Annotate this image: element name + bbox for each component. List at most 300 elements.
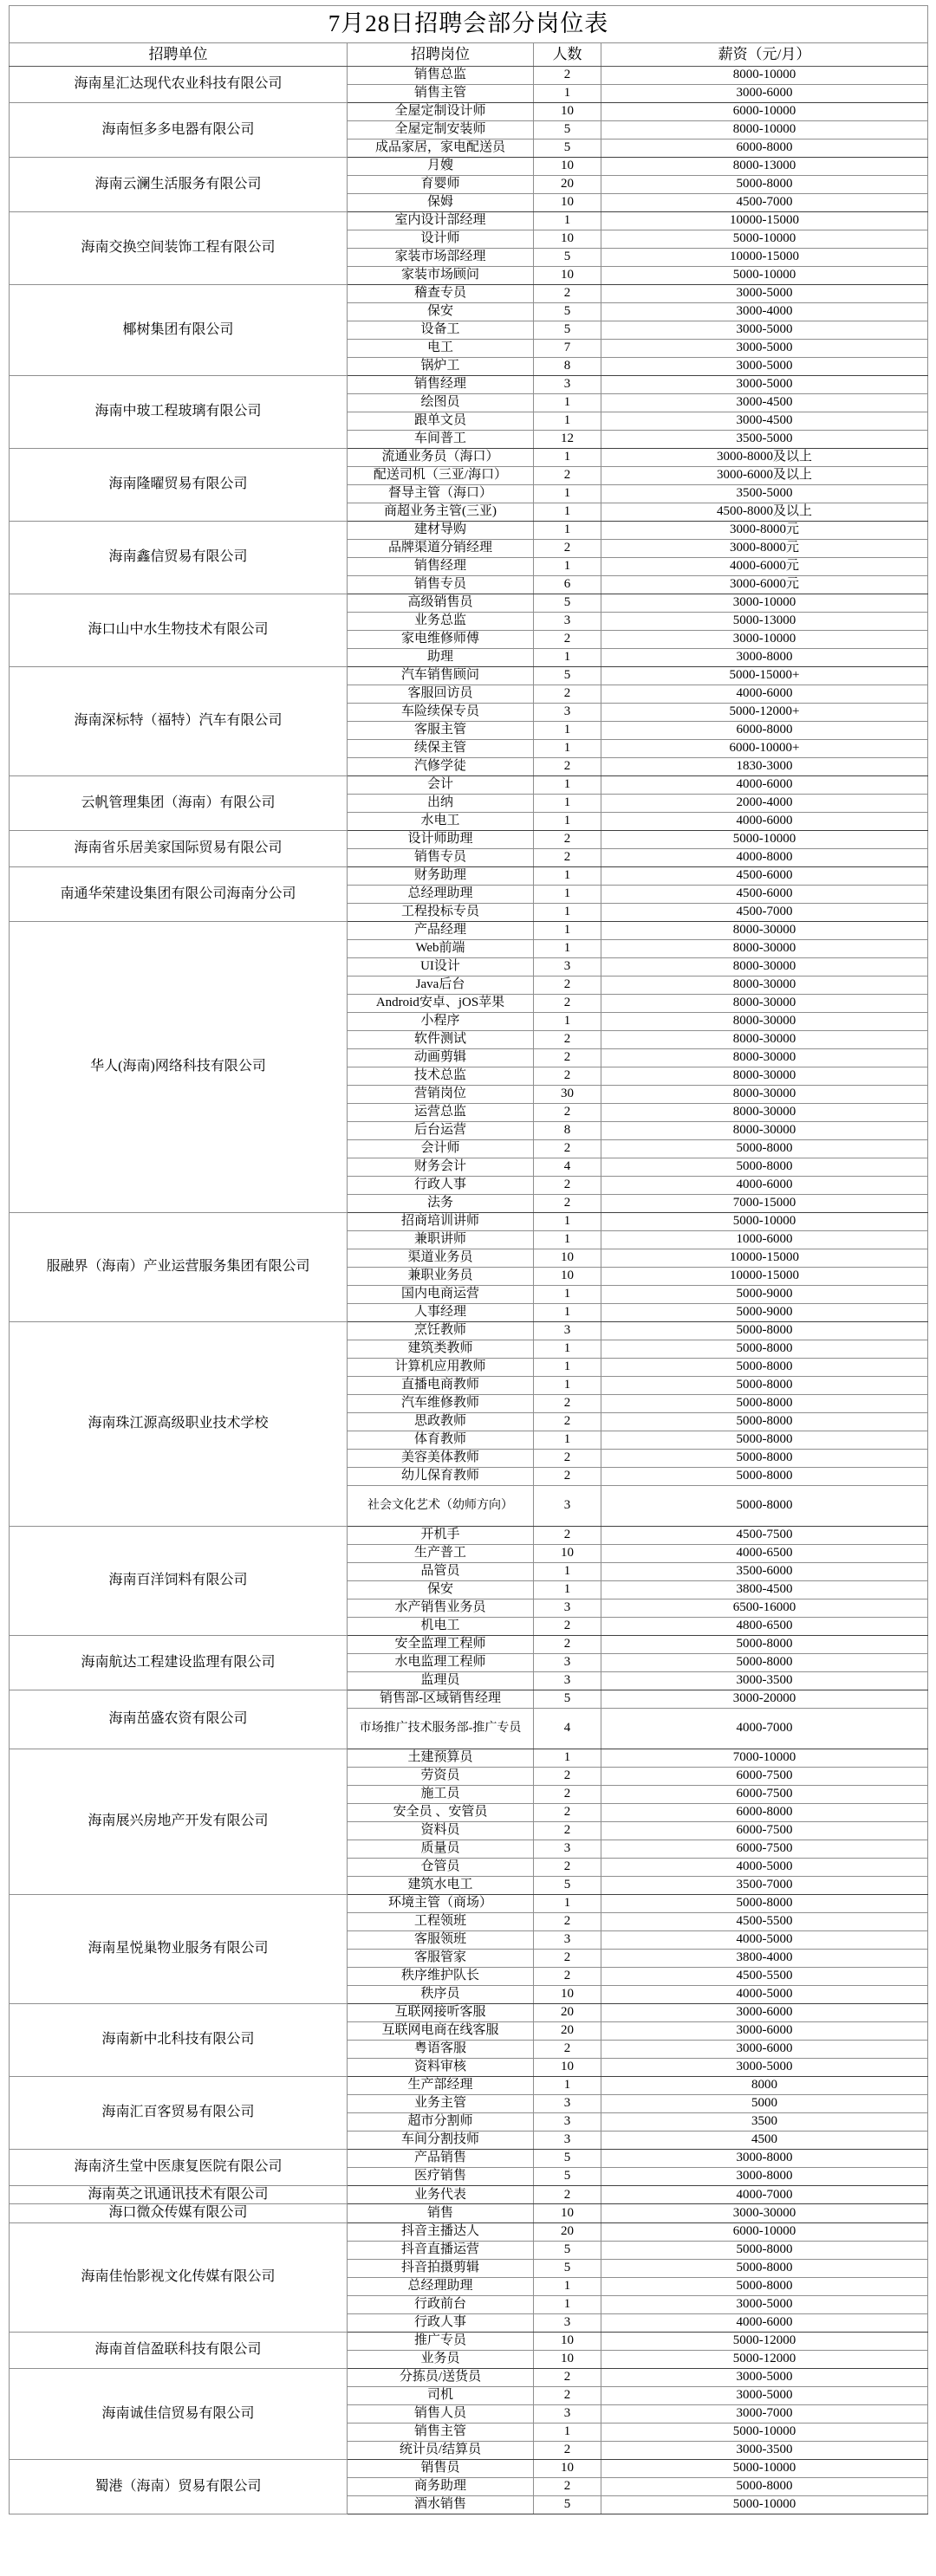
position-cell: 后台运营 (348, 1122, 534, 1140)
column-header-count: 人数 (534, 43, 601, 67)
headcount-cell: 3 (534, 704, 601, 722)
company-name-cell: 海南航达工程建设监理有限公司 (10, 1636, 348, 1690)
headcount-cell: 1 (534, 722, 601, 740)
position-cell: 出纳 (348, 795, 534, 813)
salary-cell: 1000-6000 (601, 1231, 928, 1249)
column-header-position: 招聘岗位 (348, 43, 534, 67)
position-cell: 互联网电商在线客服 (348, 2022, 534, 2041)
position-cell: 动画剪辑 (348, 1049, 534, 1067)
position-cell: Android安卓、jOS苹果 (348, 995, 534, 1013)
company-name-cell: 海南隆曜贸易有限公司 (10, 449, 348, 522)
salary-cell: 8000-30000 (601, 977, 928, 995)
position-cell: 会计师 (348, 1140, 534, 1158)
position-cell: 锅炉工 (348, 358, 534, 376)
headcount-cell: 2 (534, 1636, 601, 1654)
salary-cell: 3000-4500 (601, 394, 928, 412)
headcount-cell: 2 (534, 1450, 601, 1468)
headcount-cell: 20 (534, 2222, 601, 2241)
headcount-cell: 10 (534, 103, 601, 121)
salary-cell: 4000-6000 (601, 776, 928, 795)
salary-cell: 3000-8000元 (601, 540, 928, 558)
table-row (10, 1322, 928, 1340)
headcount-cell: 1 (534, 740, 601, 758)
position-cell: 家电维修师傅 (348, 631, 534, 649)
headcount-cell: 1 (534, 2277, 601, 2295)
salary-cell: 4000-6000 (601, 813, 928, 831)
headcount-cell: 10 (534, 267, 601, 285)
position-cell: 保安 (348, 303, 534, 321)
headcount-cell: 2 (534, 758, 601, 776)
salary-cell: 5000-8000 (601, 1450, 928, 1468)
headcount-cell: 2 (534, 1913, 601, 1931)
headcount-cell: 1 (534, 1231, 601, 1249)
position-cell: 计算机应用教师 (348, 1359, 534, 1377)
salary-cell: 3000-5000 (601, 2368, 928, 2386)
position-cell: 家装市场顾问 (348, 267, 534, 285)
salary-cell: 8000-30000 (601, 1013, 928, 1031)
headcount-cell: 2 (534, 1195, 601, 1213)
position-cell: 续保主管 (348, 740, 534, 758)
company-name-cell: 海南中玻工程玻璃有限公司 (10, 376, 348, 449)
salary-cell: 8000-30000 (601, 1049, 928, 1067)
position-cell: 市场推广技术服务部-推广专员 (348, 1709, 534, 1749)
position-cell: 国内电商运营 (348, 1286, 534, 1304)
salary-cell: 4000-6000元 (601, 558, 928, 576)
company-name-cell: 海南展兴房地产开发有限公司 (10, 1749, 348, 1895)
salary-cell: 4000-6000 (601, 1177, 928, 1195)
salary-cell: 5000-8000 (601, 1395, 928, 1413)
position-cell: 行政前台 (348, 2295, 534, 2313)
position-cell: 营销岗位 (348, 1086, 534, 1104)
headcount-cell: 6 (534, 576, 601, 594)
salary-cell: 10000-15000 (601, 249, 928, 267)
position-cell: 粤语客服 (348, 2041, 534, 2059)
salary-cell: 3000-7000 (601, 2404, 928, 2423)
position-cell: 销售专员 (348, 576, 534, 594)
headcount-cell: 1 (534, 1581, 601, 1599)
position-cell: 流通业务员（海口） (348, 449, 534, 467)
headcount-cell: 1 (534, 795, 601, 813)
position-cell: 分拣员/送货员 (348, 2368, 534, 2386)
position-cell: 抖音直播运营 (348, 2241, 534, 2259)
position-cell: 直播电商教师 (348, 1377, 534, 1395)
salary-cell: 4000-8000 (601, 849, 928, 867)
position-cell: 助理 (348, 649, 534, 667)
position-cell: 劳资员 (348, 1768, 534, 1786)
headcount-cell: 3 (534, 2132, 601, 2150)
headcount-cell: 3 (534, 1672, 601, 1690)
salary-cell: 3000-3500 (601, 2441, 928, 2459)
position-cell: 生产部经理 (348, 2077, 534, 2095)
salary-cell: 5000-9000 (601, 1286, 928, 1304)
table-row (10, 1690, 928, 1709)
salary-cell: 3000-3500 (601, 1672, 928, 1690)
position-cell: 建材导购 (348, 522, 534, 540)
salary-cell: 5000-8000 (601, 1636, 928, 1654)
headcount-cell: 8 (534, 1122, 601, 1140)
table-row (10, 158, 928, 176)
headcount-cell: 1 (534, 412, 601, 431)
position-cell: 行政人事 (348, 1177, 534, 1195)
position-cell: 全屋定制设计师 (348, 103, 534, 121)
position-cell: 幼儿保育教师 (348, 1468, 534, 1486)
salary-cell: 8000-30000 (601, 1104, 928, 1122)
title-row (10, 6, 928, 43)
headcount-cell: 1 (534, 904, 601, 922)
headcount-cell: 1 (534, 2423, 601, 2441)
headcount-cell: 10 (534, 1249, 601, 1268)
column-header-salary: 薪资（元/月） (601, 43, 928, 67)
position-cell: 小程序 (348, 1013, 534, 1031)
headcount-cell: 2 (534, 1049, 601, 1067)
position-cell: 业务总监 (348, 613, 534, 631)
position-cell: 酒水销售 (348, 2495, 534, 2514)
position-cell: 烹饪教师 (348, 1322, 534, 1340)
company-name-cell: 服融界（海南）产业运营服务集团有限公司 (10, 1213, 348, 1322)
table-row (10, 2204, 928, 2222)
position-cell: Web前端 (348, 940, 534, 958)
salary-cell: 4500-5500 (601, 1968, 928, 1986)
salary-cell: 8000-30000 (601, 995, 928, 1013)
salary-cell: 5000-9000 (601, 1304, 928, 1322)
salary-cell: 4000-6000 (601, 2313, 928, 2332)
table-row (10, 212, 928, 230)
salary-cell: 3000-8000 (601, 2150, 928, 2168)
salary-cell: 6000-10000 (601, 103, 928, 121)
table-row (10, 594, 928, 613)
salary-cell: 3800-4500 (601, 1581, 928, 1599)
headcount-cell: 10 (534, 230, 601, 249)
salary-cell: 6000-7500 (601, 1768, 928, 1786)
salary-cell: 10000-15000 (601, 212, 928, 230)
headcount-cell: 10 (534, 158, 601, 176)
headcount-cell: 20 (534, 2022, 601, 2041)
headcount-cell: 5 (534, 2150, 601, 2168)
position-cell: 抖音主播达人 (348, 2222, 534, 2241)
position-cell: 商超业务主管(三亚) (348, 503, 534, 522)
headcount-cell: 3 (534, 2095, 601, 2113)
salary-cell: 5000-8000 (601, 2241, 928, 2259)
headcount-cell: 5 (534, 1690, 601, 1709)
company-name-cell: 海南新中北科技有限公司 (10, 2004, 348, 2077)
position-cell: 生产普工 (348, 1545, 534, 1563)
salary-cell: 4500-7000 (601, 194, 928, 212)
headcount-cell: 2 (534, 995, 601, 1013)
position-cell: 水电工 (348, 813, 534, 831)
position-cell: 车间普工 (348, 431, 534, 449)
salary-cell: 3000-5000 (601, 321, 928, 340)
table-row (10, 1895, 928, 1913)
headcount-cell: 1 (534, 922, 601, 940)
position-cell: 销售主管 (348, 2423, 534, 2441)
salary-cell: 3000-8000 (601, 649, 928, 667)
headcount-cell: 1 (534, 1563, 601, 1581)
salary-cell: 3000-4000 (601, 303, 928, 321)
position-cell: 仓管员 (348, 1859, 534, 1877)
company-name-cell: 海南珠江源高级职业技术学校 (10, 1322, 348, 1527)
salary-cell: 7000-10000 (601, 1749, 928, 1768)
headcount-cell: 1 (534, 1213, 601, 1231)
headcount-cell: 2 (534, 1822, 601, 1840)
headcount-cell: 3 (534, 1322, 601, 1340)
salary-cell: 4000-5000 (601, 1931, 928, 1950)
table-row (10, 376, 928, 394)
headcount-cell: 10 (534, 2350, 601, 2368)
salary-cell: 8000-13000 (601, 158, 928, 176)
salary-cell: 5000-8000 (601, 1359, 928, 1377)
salary-cell: 8000-30000 (601, 940, 928, 958)
salary-cell: 3000-6000 (601, 85, 928, 103)
salary-cell: 5000-8000 (601, 1468, 928, 1486)
table-row (10, 667, 928, 685)
headcount-cell: 5 (534, 140, 601, 158)
headcount-cell: 1 (534, 485, 601, 503)
position-cell: 室内设计部经理 (348, 212, 534, 230)
position-cell: 施工员 (348, 1786, 534, 1804)
company-name-cell: 海口微众传媒有限公司 (10, 2204, 348, 2222)
company-name-cell: 海南济生堂中医康复医院有限公司 (10, 2150, 348, 2186)
table-row (10, 867, 928, 886)
headcount-cell: 10 (534, 1268, 601, 1286)
position-cell: 人事经理 (348, 1304, 534, 1322)
position-cell: 总经理助理 (348, 886, 534, 904)
position-cell: 销售专员 (348, 849, 534, 867)
company-name-cell: 海南百洋饲料有限公司 (10, 1527, 348, 1636)
salary-cell: 5000-10000 (601, 1213, 928, 1231)
salary-cell: 5000-8000 (601, 1340, 928, 1359)
salary-cell: 4800-6500 (601, 1618, 928, 1636)
position-cell: 销售总监 (348, 67, 534, 85)
headcount-cell: 1 (534, 1304, 601, 1322)
salary-cell: 6500-16000 (601, 1599, 928, 1618)
headcount-cell: 30 (534, 1086, 601, 1104)
company-name-cell: 海南交换空间装饰工程有限公司 (10, 212, 348, 285)
salary-cell: 3000-4500 (601, 412, 928, 431)
headcount-cell: 1 (534, 1749, 601, 1768)
position-cell: 互联网接听客服 (348, 2004, 534, 2022)
headcount-cell: 1 (534, 394, 601, 412)
position-cell: 建筑水电工 (348, 1877, 534, 1895)
headcount-cell: 1 (534, 1013, 601, 1031)
company-name-cell: 海南深标特（福特）汽车有限公司 (10, 667, 348, 776)
salary-cell: 3000-6000及以上 (601, 467, 928, 485)
position-cell: 抖音拍摄剪辑 (348, 2259, 534, 2277)
headcount-cell: 1 (534, 1377, 601, 1395)
salary-cell: 4500 (601, 2132, 928, 2150)
salary-cell: 8000-10000 (601, 67, 928, 85)
salary-cell: 6000-7500 (601, 1822, 928, 1840)
company-name-cell: 海南鑫信贸易有限公司 (10, 522, 348, 594)
headcount-cell: 10 (534, 2332, 601, 2350)
company-name-cell: 海南英之讯通讯技术有限公司 (10, 2186, 348, 2204)
salary-cell: 4500-6000 (601, 886, 928, 904)
company-name-cell: 海南汇百客贸易有限公司 (10, 2077, 348, 2150)
headcount-cell: 2 (534, 1786, 601, 1804)
position-cell: 保姆 (348, 194, 534, 212)
headcount-cell: 2 (534, 2186, 601, 2204)
headcount-cell: 1 (534, 2077, 601, 2095)
headcount-cell: 3 (534, 613, 601, 631)
position-cell: 销售人员 (348, 2404, 534, 2423)
column-header-row (10, 43, 928, 67)
position-cell: 开机手 (348, 1527, 534, 1545)
position-cell: 财务会计 (348, 1158, 534, 1177)
column-header-company: 招聘单位 (10, 43, 348, 67)
position-cell: 体育教师 (348, 1431, 534, 1450)
salary-cell: 5000-8000 (601, 2259, 928, 2277)
headcount-cell: 1 (534, 449, 601, 467)
headcount-cell: 1 (534, 558, 601, 576)
headcount-cell: 1 (534, 1359, 601, 1377)
headcount-cell: 2 (534, 1395, 601, 1413)
salary-cell: 3000-5000 (601, 285, 928, 303)
position-cell: 客服主管 (348, 722, 534, 740)
position-cell: 水产销售业务员 (348, 1599, 534, 1618)
salary-cell: 5000-10000 (601, 2459, 928, 2477)
headcount-cell: 10 (534, 2459, 601, 2477)
headcount-cell: 1 (534, 1340, 601, 1359)
headcount-cell: 1 (534, 1895, 601, 1913)
headcount-cell: 3 (534, 2113, 601, 2132)
position-cell: 汽修学徒 (348, 758, 534, 776)
salary-cell: 3000-5000 (601, 376, 928, 394)
headcount-cell: 2 (534, 1177, 601, 1195)
headcount-cell: 2 (534, 67, 601, 85)
headcount-cell: 1 (534, 776, 601, 795)
position-cell: 社会文化艺术（幼师方向） (348, 1486, 534, 1527)
position-cell: 质量员 (348, 1840, 534, 1859)
position-cell: 销售部-区域销售经理 (348, 1690, 534, 1709)
headcount-cell: 2 (534, 849, 601, 867)
position-cell: 运营总监 (348, 1104, 534, 1122)
position-cell: 超市分割师 (348, 2113, 534, 2132)
position-cell: 招商培训讲师 (348, 1213, 534, 1231)
position-cell: 法务 (348, 1195, 534, 1213)
salary-cell: 6000-8000 (601, 722, 928, 740)
position-cell: 环境主管（商场） (348, 1895, 534, 1913)
position-cell: 监理员 (348, 1672, 534, 1690)
headcount-cell: 5 (534, 249, 601, 267)
salary-cell: 5000-10000 (601, 831, 928, 849)
salary-cell: 5000-12000+ (601, 704, 928, 722)
headcount-cell: 5 (534, 667, 601, 685)
salary-cell: 5000-8000 (601, 1654, 928, 1672)
table-row (10, 449, 928, 467)
salary-cell: 8000-30000 (601, 958, 928, 977)
salary-cell: 10000-15000 (601, 1249, 928, 1268)
salary-cell: 5000-8000 (601, 176, 928, 194)
headcount-cell: 2 (534, 1950, 601, 1968)
headcount-cell: 5 (534, 303, 601, 321)
table-row (10, 67, 928, 85)
salary-cell: 6000-8000 (601, 1804, 928, 1822)
salary-cell: 7000-15000 (601, 1195, 928, 1213)
position-cell: 土建预算员 (348, 1749, 534, 1768)
headcount-cell: 1 (534, 813, 601, 831)
headcount-cell: 2 (534, 2386, 601, 2404)
table-row (10, 2459, 928, 2477)
headcount-cell: 3 (534, 1486, 601, 1527)
position-cell: 资料审核 (348, 2059, 534, 2077)
headcount-cell: 5 (534, 321, 601, 340)
headcount-cell: 1 (534, 212, 601, 230)
position-cell: 总经理助理 (348, 2277, 534, 2295)
headcount-cell: 5 (534, 1877, 601, 1895)
headcount-cell: 3 (534, 2313, 601, 2332)
company-name-cell: 海南星悦巢物业服务有限公司 (10, 1895, 348, 2004)
headcount-cell: 2 (534, 1413, 601, 1431)
table-row (10, 2332, 928, 2350)
company-name-cell: 椰树集团有限公司 (10, 285, 348, 376)
table-body (10, 6, 928, 2514)
salary-cell: 5000-15000+ (601, 667, 928, 685)
salary-cell: 2000-4000 (601, 795, 928, 813)
headcount-cell: 2 (534, 285, 601, 303)
salary-cell: 5000-8000 (601, 1140, 928, 1158)
position-cell: 销售经理 (348, 558, 534, 576)
headcount-cell: 2 (534, 1468, 601, 1486)
company-name-cell: 海南茁盛农资有限公司 (10, 1690, 348, 1749)
position-cell: 销售 (348, 2204, 534, 2222)
salary-cell: 3800-4000 (601, 1950, 928, 1968)
headcount-cell: 5 (534, 2259, 601, 2277)
headcount-cell: 1 (534, 2295, 601, 2313)
salary-cell: 5000-8000 (601, 1895, 928, 1913)
salary-cell: 5000-10000 (601, 2495, 928, 2514)
salary-cell: 5000-8000 (601, 1158, 928, 1177)
headcount-cell: 7 (534, 340, 601, 358)
salary-cell: 3000-6000元 (601, 576, 928, 594)
headcount-cell: 2 (534, 685, 601, 704)
salary-cell: 6000-7500 (601, 1840, 928, 1859)
company-name-cell: 海南省乐居美家国际贸易有限公司 (10, 831, 348, 867)
position-cell: 月嫂 (348, 158, 534, 176)
position-cell: 财务助理 (348, 867, 534, 886)
position-cell: 技术总监 (348, 1067, 534, 1086)
position-cell: UI设计 (348, 958, 534, 977)
headcount-cell: 3 (534, 1654, 601, 1672)
salary-cell: 8000-10000 (601, 121, 928, 140)
salary-cell: 8000 (601, 2077, 928, 2095)
headcount-cell: 1 (534, 940, 601, 958)
headcount-cell: 3 (534, 1599, 601, 1618)
table-row (10, 2004, 928, 2022)
salary-cell: 6000-7500 (601, 1786, 928, 1804)
headcount-cell: 5 (534, 121, 601, 140)
salary-cell: 4000-7000 (601, 2186, 928, 2204)
position-cell: 育婴师 (348, 176, 534, 194)
position-cell: 会计 (348, 776, 534, 795)
position-cell: 软件测试 (348, 1031, 534, 1049)
position-cell: 美容美体教师 (348, 1450, 534, 1468)
salary-cell: 5000-8000 (601, 1322, 928, 1340)
headcount-cell: 2 (534, 1859, 601, 1877)
salary-cell: 4500-5500 (601, 1913, 928, 1931)
salary-cell: 3000-6000 (601, 2004, 928, 2022)
salary-cell: 5000-8000 (601, 1413, 928, 1431)
position-cell: 兼职讲师 (348, 1231, 534, 1249)
job-listing-table (9, 5, 928, 2514)
headcount-cell: 1 (534, 1286, 601, 1304)
table-row (10, 285, 928, 303)
salary-cell: 3000-8000及以上 (601, 449, 928, 467)
salary-cell: 4000-5000 (601, 1986, 928, 2004)
salary-cell: 4500-7000 (601, 904, 928, 922)
headcount-cell: 2 (534, 631, 601, 649)
salary-cell: 4500-7500 (601, 1527, 928, 1545)
headcount-cell: 10 (534, 2059, 601, 2077)
headcount-cell: 2 (534, 2041, 601, 2059)
